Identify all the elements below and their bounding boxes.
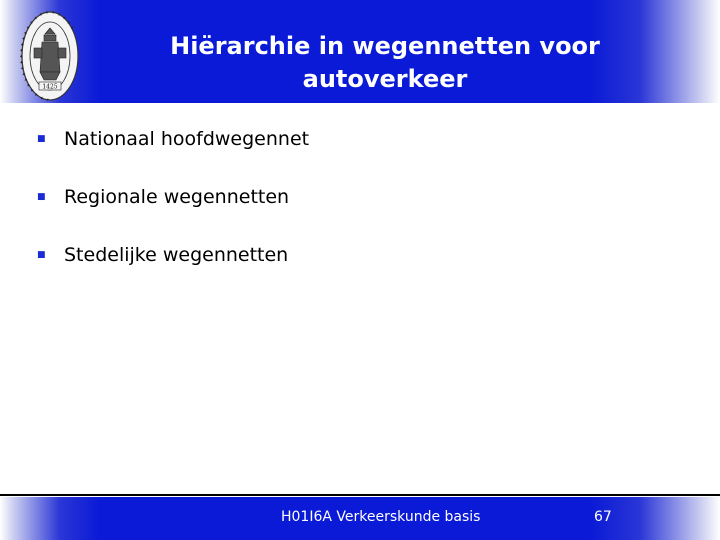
slide-title	[100, 30, 670, 96]
bullet-item	[37, 181, 309, 239]
bullet-list	[37, 123, 309, 297]
bullet-item	[37, 239, 309, 297]
square-bullet-icon: ■	[37, 250, 46, 260]
svg-text:✦ ✦ ✦ ✦ ✦ ✦ ✦ ✦ ✦ ✦ ✦ ✦ ✦ ✦ ✦: ✦ ✦ ✦ ✦ ✦ ✦ ✦ ✦ ✦ ✦ ✦ ✦ ✦ ✦ ✦ ✦ ✦ ✦ ✦ ✦ ✦	[20, 9, 75, 103]
title-line-1: Hiërarchie in wegennetten voor	[170, 32, 600, 60]
square-bullet-icon: ■	[37, 134, 46, 144]
bullet-text: Regionale wegennetten	[64, 186, 290, 208]
page-number: 67	[594, 509, 612, 525]
bullet-text: Stedelijke wegennetten	[64, 244, 289, 266]
seal-year: 1425	[42, 83, 58, 91]
bullet-text: Nationaal hoofdwegennet	[64, 128, 310, 150]
bullet-item	[37, 123, 309, 181]
square-bullet-icon: ■	[37, 192, 46, 202]
title-line-2: autoverkeer	[302, 65, 468, 93]
footer-divider	[0, 494, 720, 496]
university-seal-icon	[20, 8, 80, 104]
footer-course-title: H01I6A Verkeerskunde basis	[281, 509, 481, 525]
